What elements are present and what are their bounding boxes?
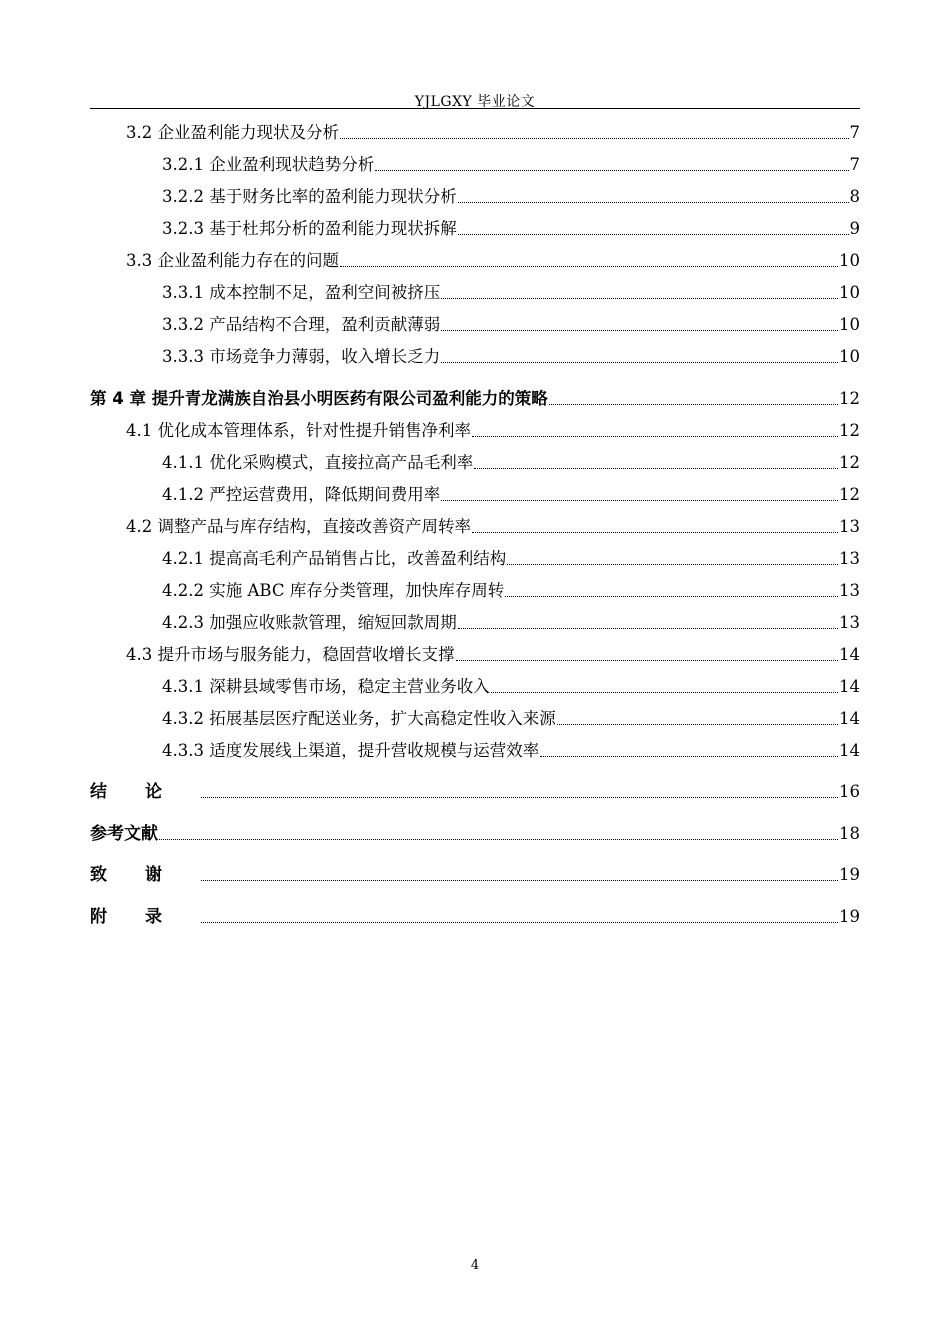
- toc-page-number: 10: [839, 251, 860, 270]
- toc-page-number: 19: [839, 907, 860, 926]
- toc-entry-4-2-1[interactable]: 4.2.1 提高高毛利产品销售占比，改善盈利结构 13: [90, 546, 860, 572]
- toc-entry-3-2-3[interactable]: 3.2.3 基于杜邦分析的盈利能力现状拆解 9: [90, 216, 860, 242]
- toc-entry-3-3-3[interactable]: 3.3.3 市场竞争力薄弱，收入增长乏力 10: [90, 344, 860, 370]
- toc-page-number: 14: [839, 645, 860, 664]
- toc-entry-4-1-2[interactable]: 4.1.2 严控运营费用，降低期间费用率 12: [90, 482, 860, 508]
- toc-page-number: 14: [839, 709, 860, 728]
- toc-page-number: 10: [839, 283, 860, 302]
- toc-entry-chapter-4[interactable]: 第 4 章 提升青龙满族自治县小明医药有限公司盈利能力的策略 12: [90, 386, 860, 412]
- toc-page-number: 10: [839, 315, 860, 334]
- toc-page-number: 12: [839, 453, 860, 472]
- toc-entry-3-3-2[interactable]: 3.3.2 产品结构不合理，盈利贡献薄弱 10: [90, 312, 860, 338]
- toc-page-number: 10: [839, 347, 860, 366]
- toc-entry-3-3[interactable]: 3.3 企业盈利能力存在的问题 10: [90, 248, 860, 274]
- toc-entry-4-3[interactable]: 4.3 提升市场与服务能力，稳固营收增长支撑 14: [90, 642, 860, 668]
- toc-page-number: 19: [839, 865, 860, 884]
- toc-entry-4-2-3[interactable]: 4.2.3 加强应收账款管理，缩短回款周期 13: [90, 610, 860, 636]
- toc-entry-4-1-1[interactable]: 4.1.1 优化采购模式，直接拉高产品毛利率 12: [90, 450, 860, 476]
- page-header: YJLGXY 毕业论文: [414, 94, 536, 110]
- header-rule: [90, 108, 860, 109]
- toc-entry-appendix[interactable]: 附录 19: [90, 904, 860, 930]
- toc-entry-4-3-3[interactable]: 4.3.3 适度发展线上渠道，提升营收规模与运营效率 14: [90, 738, 860, 764]
- toc-entry-4-2[interactable]: 4.2 调整产品与库存结构，直接改善资产周转率 13: [90, 514, 860, 540]
- toc-entry-3-3-1[interactable]: 3.3.1 成本控制不足，盈利空间被挤压 10: [90, 280, 860, 306]
- toc-entry-4-3-1[interactable]: 4.3.1 深耕县域零售市场，稳定主营业务收入 14: [90, 674, 860, 700]
- toc-entry-3-2-1[interactable]: 3.2.1 企业盈利现状趋势分析 7: [90, 152, 860, 178]
- toc-page-number: 12: [839, 389, 860, 408]
- toc-entry-4-1[interactable]: 4.1 优化成本管理体系，针对性提升销售净利率 12: [90, 418, 860, 444]
- toc-page-number: 14: [839, 677, 860, 696]
- toc-page-number: 7: [849, 123, 860, 142]
- toc-entry-acknowledgements[interactable]: 致谢 19: [90, 862, 860, 888]
- toc-page-number: 13: [839, 581, 860, 600]
- toc-page-number: 12: [839, 421, 860, 440]
- toc-entry-3-2-2[interactable]: 3.2.2 基于财务比率的盈利能力现状分析 8: [90, 184, 860, 210]
- toc-page-number: 9: [849, 219, 860, 238]
- toc-page-number: 7: [849, 155, 860, 174]
- toc-page-number: 18: [839, 824, 860, 843]
- toc-page-number: 12: [839, 485, 860, 504]
- toc-page-number: 16: [839, 782, 860, 801]
- toc-entry-4-3-2[interactable]: 4.3.2 拓展基层医疗配送业务，扩大高稳定性收入来源 14: [90, 706, 860, 732]
- toc-entry-4-2-2[interactable]: 4.2.2 实施 ABC 库存分类管理，加快库存周转 13: [90, 578, 860, 604]
- toc-page-number: 13: [839, 549, 860, 568]
- toc-entry-references[interactable]: 参考文献 18: [90, 821, 860, 847]
- toc-page-number: 14: [839, 741, 860, 760]
- toc-entry-3-2[interactable]: 3.2 企业盈利能力现状及分析 7: [90, 120, 860, 146]
- toc-entry-conclusion[interactable]: 结论 16: [90, 779, 860, 805]
- page-number-footer: 4: [470, 1258, 480, 1273]
- toc-page-number: 13: [839, 613, 860, 632]
- toc-page-number: 13: [839, 517, 860, 536]
- toc-page-number: 8: [849, 187, 860, 206]
